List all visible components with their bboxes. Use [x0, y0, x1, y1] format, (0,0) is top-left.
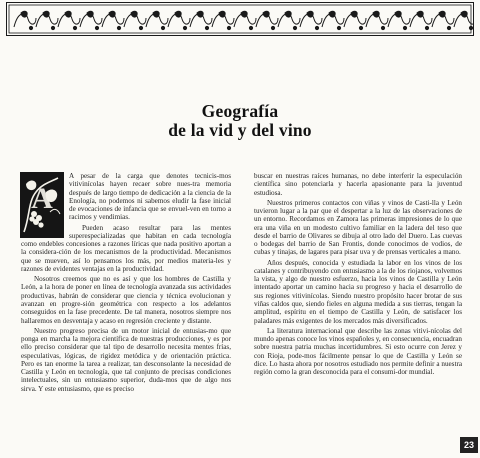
- right-column: [254, 172, 462, 376]
- paragraph-8: La literatura internacional que describe las zonas vitivi-nícolas del mundo apenas conoce los vinos españoles y, en consecuencia, encuadran sobre nuestra patria muchas incertidumbres. Si esto ocurre con Jerez y con Rioja, pode-mos fácilmente pensar lo que de Castilla y León se dice. Lo hasta ahora por nosotros estudiado nos permite definir a nuestra región como la gran desconocida para el consumi-dor mundial.: [254, 326, 462, 377]
- paragraph-5: buscar en nuestras raíces humanas, no debe interferir la especulación científica sino potenciarla y hacerla apasionante para la juventud estudiosa.: [254, 172, 462, 197]
- paragraph-1-text: A pesar de la carga que denotes tecnicis-mos vitivinícolas hayen recaer sobre nues-tra memoria después de largo tiempo de dedicación a la ciencia de la Enología, no podemos ni sabemos eludir la fase inicial de evocaciones de infancia que se envuel-ven en torno a racimos y vendimias.: [69, 172, 231, 222]
- left-column: [21, 172, 231, 393]
- title-line-2: de la vid y del vino: [168, 120, 312, 140]
- paragraph-1: [21, 172, 231, 222]
- paragraph-3: Nosotros creemos que no es así y que los hombres de Castilla y León, a la hora de poner en línea de tecnología avanzada sus actividades productivas, habrán de considerar que ciencia y técnica evolucionan y avanzan en progre-sión geométrica con respecto a los adelantos conseguidos en la fase precedente. De tal manera, nosotros siempre nos hallaremos en desventaja y acaso en regresión creciente y distante.: [21, 275, 231, 325]
- ornamental-border: [6, 2, 474, 36]
- dropcap-vine-illustration: [20, 172, 64, 238]
- page-number: 23: [460, 437, 478, 453]
- title-line-1: Geografía: [201, 101, 279, 121]
- paragraph-7: Años después, conocida y estudiada la labor en los vinos de los catalanes y contribuyendo con entusiasmo a la de los riojanos, volvemos la vista, y algo de nuestro esfuerzo, hacia los vinos de Castilla y León intentado aportar un camino hacia su progreso y hacia el desarrollo de sus regiones vitivinícolas. Siendo nuestro propósito hacer brotar de sus viñas caldos que, siendo fieles en alguna medida a sus tierras, tengan la amplitud, espíritu en el tiempo de Castilla y León, de satisfacer los paladares más exigentes de los mercados más diversificados.: [254, 258, 462, 325]
- dropcap-letter: A: [31, 182, 53, 215]
- paragraph-4: Nuestro progreso precisa de un motor inicial de entusias-mo que ponga en marcha la mejora científica de nuestras producciones, y es por ello preciso considerar que tal tipo de desarrollo necesita mentes frías, especulativas, lógicas, de rigidez metódica y de orientación práctica. Pero es tan enorme la tarea a realizar, tan desconsolante la necesidad de Castilla y León en tecnología, que tal conjunto de precisas condiciones intelectuales, sin un entusiasmo superior, duda-mos que de algo nos sirva. Y este entusiasmo, que es preciso: [21, 326, 231, 393]
- paragraph-6: Nuestros primeros contactos con viñas y vinos de Casti-lla y León tuvieron lugar a la par que el despertar a la luz de las observaciones de un entorno. Recordamos en Zamora las primeras impresiones de lo que era una viña en un modesto cultivo familiar en la ladera del teso que desde el barrio de Olivares se dibuja al otro lado del Duero. Las cuevas o bodegas del barrio de San Frontis, donde conocimos de vodios, de cubas y tinajas, de lagares para pisar uva y de prensas verticales a mano.: [254, 198, 462, 257]
- paragraph-2: Pueden acaso resultar para las mentes superespecializadas que habitan en cada tecnología como endebles concesiones a razones líricas que nada positivo aportan a la considera-ción de los mecanismos de la productividad. Mecanismos que se mueven, así lo pensamos los más, por medios materia-les y razones de evidentes ventajas en la productividad.: [21, 223, 231, 273]
